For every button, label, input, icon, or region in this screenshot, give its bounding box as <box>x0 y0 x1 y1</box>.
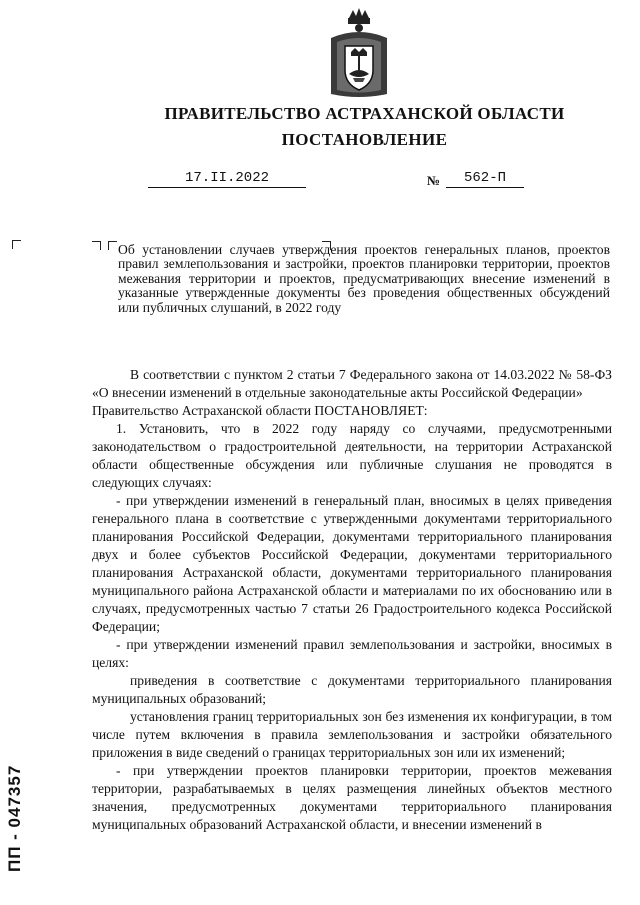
organization-title: ПРАВИТЕЛЬСТВО АСТРАХАНСКОЙ ОБЛАСТИ <box>164 104 565 123</box>
corner-mark <box>108 241 117 250</box>
sub-paragraph: установления границ территориальных зон без изменения их конфигурации, в том числе путем включения в правила землепользования и застройки обязательного приложения в виде сведений о границах территориальных зон или их изменений; <box>92 709 612 760</box>
bullet-paragraph: - при утверждении изменений в генеральный план, вносимых в целях приведения генерального плана в соответствие с утвержденными документами территориального планирования Российской Федерации, документами территориального планирования двух и более субъектов Российской Федерации, документами территориального планирования Астраханской области, документами территориального планирования муниципального района Астраханской области и материалами по их обоснованию или в случаях, предусмотренных частью 7 статьи 26 Градостроительного кодекса Российской Федерации; <box>92 493 612 634</box>
astrakhan-coat-of-arms-icon <box>327 8 391 100</box>
resolve-paragraph: Правительство Астраханской области ПОСТАНОВЛЯЕТ: <box>92 403 428 418</box>
item-paragraph: 1. Установить, что в 2022 году наряду со случаями, предусмотренными законодательством о градостроительной деятельности, на территории Астраханской области общественные обсуждения или публичные слушания не проводятся в следующих случаях: <box>92 421 612 490</box>
document-number: 562-П <box>446 170 524 188</box>
serial-number: ПП - 047357 <box>5 764 24 872</box>
document-subject: Об установлении случаев утверждения проектов генеральных планов, проектов правил землепользования и застройки, проектов планировки территории, проектов межевания территории и проектов, предусматривающих внесение изменений в указанные утвержденные документы без проведения общественных обсуждений или публичных слушаний, в 2022 году <box>118 242 610 315</box>
sub-paragraph: приведения в соответствие с документами территориального планирования муниципальных образований; <box>92 673 612 706</box>
bullet-paragraph: - при утверждении проектов планировки территории, проектов межевания территории, разрабатываемых в целях размещения линейных объектов местного значения, предусмотренных документами территориального планирования муниципальных образований Астраханской области, и внесении изменений в <box>92 763 612 832</box>
bullet-paragraph: - при утверждении изменений правил землепользования и застройки, вносимых в целях: <box>92 637 612 670</box>
document-date: 17.II.2022 <box>148 170 306 188</box>
document-body <box>92 366 612 834</box>
corner-mark <box>92 241 101 250</box>
preamble-paragraph: В соответствии с пунктом 2 статьи 7 Федерального закона от 14.03.2022 № 58-ФЗ «О внесении изменений в отдельные законодательные акты Российской Федерации» <box>92 367 612 400</box>
document-type: ПОСТАНОВЛЕНИЕ <box>281 130 448 149</box>
corner-mark <box>12 240 21 249</box>
number-sign: № <box>427 173 441 188</box>
